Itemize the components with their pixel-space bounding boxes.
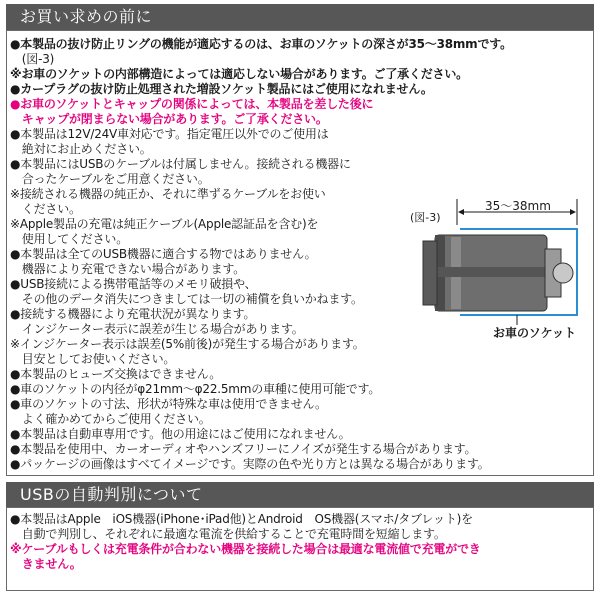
- notice-line: ●本製品にはUSBのケーブルは付属しません。接続される機器に: [10, 157, 351, 171]
- notice-line: 絶対にお止めください。: [10, 142, 152, 156]
- notice-line: きません。: [10, 557, 82, 571]
- notice-line: ●お車のソケットとキャップの関係によっては、本製品を差した後に: [10, 97, 374, 111]
- notice-line: その他のデータ消失につきましては一切の補償を負いかねます。: [10, 292, 363, 306]
- notice-line: ●車のソケットの寸法、形状が特殊な車は使用できません。: [10, 397, 327, 411]
- notice-line: 合ったケーブルをご用意ください。: [10, 172, 210, 186]
- notice-line: ●パッケージの画像はすべてイメージです。実際の色や光り方とは異なる場合があります。: [10, 457, 490, 471]
- notice-line: 使用してください。: [10, 232, 129, 246]
- socket-depth-figure: [407, 197, 591, 347]
- notice-line: キャップが閉まらない場合があります。ご了承ください。: [10, 112, 328, 126]
- notice-line: ※接続される機器の純正か、それに準ずるケーブルをお使い: [10, 187, 326, 201]
- notice-line: ●本製品は自動車専用です。他の用途にはご使用になれません。: [10, 427, 351, 441]
- figure-caption: お車のソケット: [493, 326, 577, 340]
- notice-line: 自動で判別し、それぞれに最適な電流を供給することで充電時間を短縮します。: [10, 527, 446, 541]
- notice-line: ●本製品を使用中、カーオーディオやハンズフリーにノイズが発生する場合があります。: [10, 442, 477, 456]
- notice-line: ●本製品は12V/24V車対応です。指定電圧以外でのご使用は: [10, 127, 329, 141]
- notice-line: ※お車のソケットの内部構造によっては適応しない場合があります。ご了承ください。: [10, 67, 468, 81]
- notice-line: 目安としてお使いください。: [10, 352, 176, 366]
- notice-line: ※ケーブルもしくは充電条件が合わない機器を接続した場合は最適な電流値で充電ができ: [10, 542, 481, 556]
- section-header-usb-detection: [6, 482, 594, 508]
- notice-line: (図-3): [10, 52, 55, 66]
- notice-line: ●カープラグの抜け防止処理された増設ソケット製品にはご使用になれません。: [10, 82, 433, 96]
- notice-line: ●車のソケットの内径がφ21mm～φ22.5mmの車種に使用可能です。: [10, 382, 381, 396]
- usb-notice-list: [10, 512, 594, 572]
- notice-line: インジケーター表示に誤差が生じる場合があります。: [10, 322, 304, 336]
- notice-line: ●本製品は全てのUSB機器に適合する物ではありません。: [10, 247, 317, 261]
- notice-line: ●本製品はApple iOS機器(iPhone･iPad他)とAndroid OS機器(スマホ/タブレット)を: [10, 512, 473, 526]
- notice-line: ください。: [10, 202, 81, 216]
- dimension-label: 35～38mm: [485, 199, 551, 213]
- notice-line: ●本製品のヒューズ交換はできません。: [10, 367, 221, 381]
- notice-line: ●本製品の抜け防止リングの機能が適応するのは、お車のソケットの深さが35～38mmです。: [10, 37, 512, 51]
- notice-line: ※Apple製品の充電は純正ケーブル(Apple認証品を含む)を: [10, 217, 319, 231]
- section-title: お買い求めの前に: [20, 7, 153, 26]
- figure-label: (図-3): [410, 211, 441, 224]
- notice-line: ●USB接続による携帯電話等のメモリ破損や、: [10, 277, 257, 291]
- section-header-before-purchase: [6, 4, 594, 30]
- notice-line: ●接続する機器により充電状況が異なります。: [10, 307, 256, 321]
- section-title: USBの自動判別について: [20, 485, 203, 504]
- notice-line: 機器により充電できない場合があります。: [10, 262, 246, 276]
- notice-line: ※インジケーター表示は誤差(5%前後)が発生する場合があります。: [10, 337, 365, 351]
- notice-line: よく確かめてからご使用ください。: [10, 412, 211, 426]
